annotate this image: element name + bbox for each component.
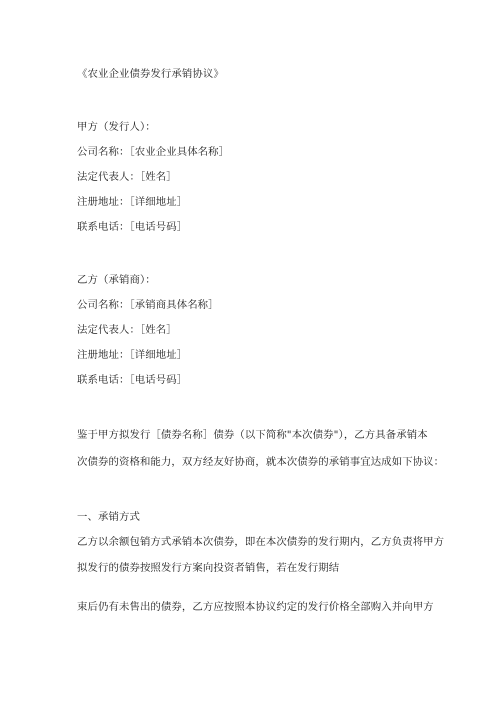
- party-b-address: 注册地址：［详细地址］: [77, 349, 188, 361]
- party-a-heading: 甲方（发行人）：: [77, 121, 156, 133]
- section-1-paragraph-line: 束后仍有未售出的债券，乙方应按照本协议约定的发行价格全部购入并向甲方: [77, 601, 434, 613]
- section-1-paragraph-line: 乙方以余额包销方式承销本次债券，即在本次债券的发行期内，乙方负责将甲方: [77, 536, 445, 548]
- party-b-company: 公司名称：［承销商具体名称］: [77, 299, 219, 311]
- party-a-phone: 联系电话：［电话号码］: [77, 221, 188, 233]
- party-a-legal-rep: 法定代表人：［姓名］: [77, 171, 177, 183]
- preamble-line: 鉴于甲方拟发行［债券名称］债券（以下简称"本次债券"），乙方具备承销本: [77, 429, 428, 441]
- document-title: 《农业企业债券发行承销协议》: [77, 68, 224, 80]
- party-b-heading: 乙方（承销商）：: [77, 274, 156, 286]
- preamble-line: 次债券的资格和能力，双方经友好协商，就本次债券的承销事宜达成如下协议：: [77, 456, 445, 468]
- party-a-address: 注册地址：［详细地址］: [77, 196, 188, 208]
- section-1-heading: 一、承销方式: [77, 511, 140, 523]
- party-b-phone: 联系电话：［电话号码］: [77, 374, 188, 386]
- party-a-company: 公司名称：［农业企业具体名称］: [77, 146, 230, 158]
- party-b-legal-rep: 法定代表人：［姓名］: [77, 324, 177, 336]
- section-1-paragraph-line: 拟发行的债券按照发行方案向投资者销售，若在发行期结: [77, 562, 340, 574]
